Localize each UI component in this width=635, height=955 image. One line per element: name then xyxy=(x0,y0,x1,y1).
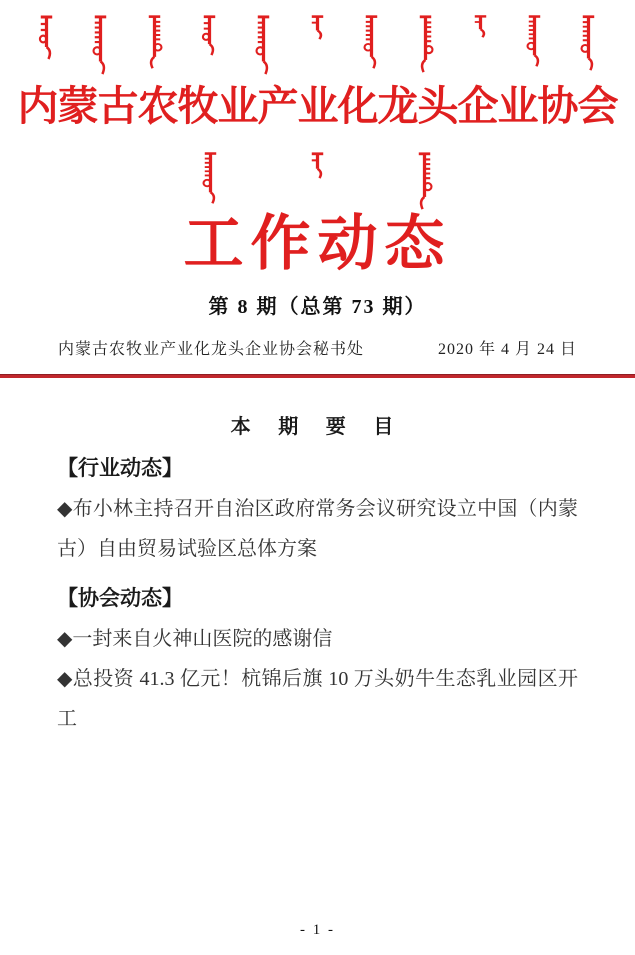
mongolian-script-subtitle xyxy=(0,151,635,211)
mongolian-word-icon xyxy=(307,151,328,179)
mongolian-script-row xyxy=(0,0,635,78)
mongolian-word-icon xyxy=(199,14,220,56)
bulletin-title: 工作动态 xyxy=(183,211,452,278)
publisher-row xyxy=(0,336,635,359)
org-title: 内蒙古农牧业产业化龙头企业协会 xyxy=(17,83,618,129)
mongolian-word-icon xyxy=(361,14,382,70)
issue-date: 2020 年 4 月 24 日 xyxy=(437,341,577,359)
section-label-association: 【协会动态】 xyxy=(57,587,183,611)
toc-item: ◆布小林主持召开自治区政府常务会议研究设立中国（内蒙古）自由贸易试验区总体方案 xyxy=(57,498,578,561)
mongolian-word-icon xyxy=(253,14,274,76)
issue-line: 第 8 期（总第 73 期） xyxy=(208,296,427,319)
mongolian-word-icon xyxy=(90,14,111,76)
toc-item: ◆总投资 41.3 亿元！杭锦后旗 10 万头奶牛生态乳业园区开工 xyxy=(57,668,578,731)
mongolian-word-icon xyxy=(414,151,435,211)
toc-heading: 本 期 要 目 xyxy=(230,416,405,439)
publisher: 内蒙古农牧业产业化龙头企业协会秘书处 xyxy=(58,341,365,359)
page-number: - 1 - xyxy=(300,922,335,938)
toc xyxy=(0,410,635,739)
mongolian-word-icon xyxy=(578,14,599,72)
red-divider xyxy=(0,374,635,378)
mongolian-word-icon xyxy=(307,14,328,40)
mongolian-word-icon xyxy=(415,14,436,74)
mongolian-word-icon xyxy=(36,14,57,60)
mongolian-word-icon xyxy=(200,151,221,205)
section-label-industry: 【行业动态】 xyxy=(57,457,183,481)
mongolian-word-icon xyxy=(144,14,165,70)
mongolian-word-icon xyxy=(524,14,545,68)
toc-item: ◆一封来自火神山医院的感谢信 xyxy=(57,628,333,651)
mongolian-word-icon xyxy=(470,14,491,38)
